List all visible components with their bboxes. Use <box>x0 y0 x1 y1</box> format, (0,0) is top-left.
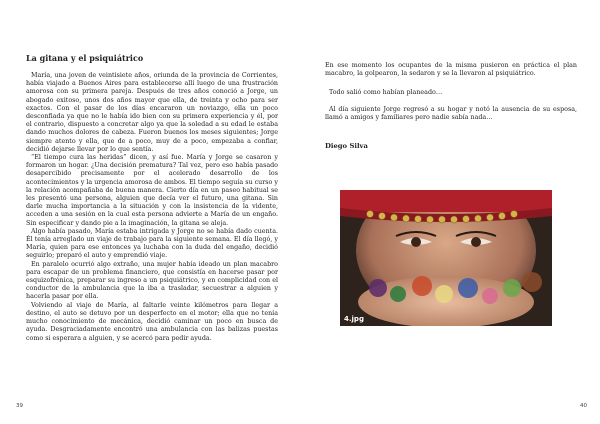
story-body <box>26 72 278 343</box>
story-paragraph: Todo salió como habían planeado… <box>329 89 443 96</box>
photo-illustration <box>340 190 552 326</box>
story-paragraph: María, una joven de veintisiete años, oriunda de la provincia de Corrientes, había viajado a Buenos Aires para establecerse allí luego de una frustración amorosa con su primera pareja. Después de tres años conoció a Jorge, un abogado exitoso, unos dos años mayor que ella, de treinta y ocho para ser exactos. Con el pasar de los días encararon un noviazgo, ella un poco desconfiada ya que no le había ido bien con su primera experiencia y él, por el contrario, dispuesto a concretar algo ya que la soledad a su edad le estaba dando muchos dolores de cabeza. Fueron buenos los meses siguientes; Jorge siempre atento y ella, que de a poco, muy de a poco, empezaba a confiar, decidió dejarse llevar por lo que sentía. <box>26 72 278 153</box>
page-number: 39 <box>16 403 23 409</box>
story-paragraph: Al día siguiente Jorge regresó a su hogar y notó la ausencia de su esposa, llamó a amigos y familiares pero nadie sabía nada… <box>325 106 577 122</box>
page-number: 40 <box>580 403 587 409</box>
story-title: La gitana y el psiquiátrico <box>26 53 144 63</box>
right-page <box>300 0 600 424</box>
photo-caption: 4.jpg <box>344 315 364 323</box>
author-name: Diego Silva <box>325 142 368 150</box>
story-paragraph: “El tiempo cura las heridas” dicen, y así fue. María y Jorge se casaron y formaron un hogar. ¿Una decisión prematura? Tal vez, pero eso había pasado desapercibido precisamente por el acelerado desarrollo de los acontecimientos y la urgencia amorosa de ambos. El tiempo seguía su curso y la relación acompañaba de buena manera. Cierto día en un paseo habitual se les presentó una persona, alguien que decía ver el futuro, una gitana. Sin darle mucha importancia a la situación y con la insistencia de la vidente, acceden a una sesión en la cual esta persona advierte a María de un engaño. Sin especificar y dando pie a la imaginación, la gitana se aleja. <box>26 154 278 227</box>
story-paragraph: En ese momento los ocupantes de la misma pusieron en práctica el plan macabro, la golpearon, la sedaron y se la llevaron al psiquiátrico. <box>325 62 577 78</box>
story-paragraph: Algo había pasado, María estaba intrigada y Jorge no se había dado cuenta. Él tenía arreglado un viaje de trabajo para la siguiente semana. El día llegó, y María, quien para ese entonces ya luchaba con la duda del engaño, decidió seguirlo; preparó el auto y emprendió viaje. <box>26 227 278 260</box>
story-paragraph: Volviendo al viaje de María, al faltarle veinte kilómetros para llegar a destino, el auto se detuvo por un desperfecto en el motor; ella que no tenía mucho conocimiento de mecánica, decidió caminar un poco en busca de ayuda. Desgraciadamente encontró una ambulancia con las balizas puestas como si esperara a alguien, y se acercó para pedir ayuda. <box>26 301 278 342</box>
story-paragraph: En paralelo ocurrió algo extraño, una mujer había ideado un plan macabro para escapar de un problema financiero, que consistía en hacerse pasar por esquizofrénica, preparar su ingreso a un psiquiátrico, y en complicidad con el conductor de la ambulancia que la iba a trasladar, secuestrar a alguien y hacerla pasar por ella. <box>26 260 278 301</box>
fortune-teller-photo <box>340 190 552 326</box>
